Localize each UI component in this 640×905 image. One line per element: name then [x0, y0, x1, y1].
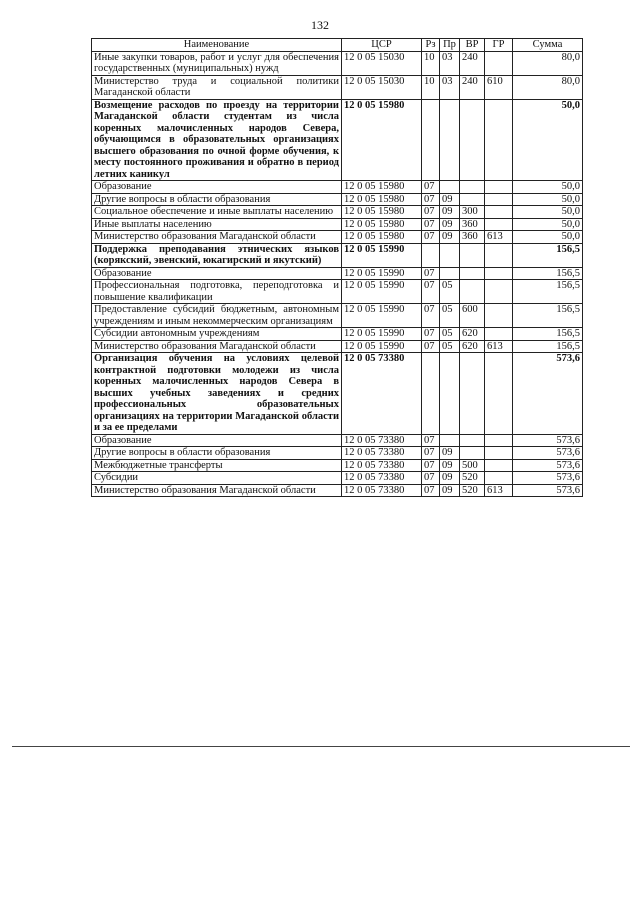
cell-vr: 620 [460, 328, 485, 341]
cell-rz [422, 353, 440, 435]
table-row [92, 99, 583, 181]
cell-csr: 12 0 05 73380 [342, 353, 422, 435]
cell-pr: 09 [440, 231, 460, 244]
header-name: Наименование [92, 39, 342, 52]
table-row [92, 304, 583, 328]
table-row [92, 280, 583, 304]
table-row [92, 231, 583, 244]
cell-gr [485, 280, 513, 304]
cell-sum: 156,5 [513, 304, 583, 328]
cell-name: Субсидии автономным учреждениям [92, 328, 342, 341]
cell-csr: 12 0 05 73380 [342, 484, 422, 497]
cell-gr [485, 243, 513, 267]
cell-vr: 360 [460, 231, 485, 244]
cell-rz: 07 [422, 304, 440, 328]
cell-name: Министерство образования Магаданской области [92, 484, 342, 497]
table-header [92, 39, 583, 52]
cell-rz: 07 [422, 231, 440, 244]
cell-pr: 05 [440, 328, 460, 341]
cell-csr: 12 0 05 15990 [342, 340, 422, 353]
cell-sum: 573,6 [513, 434, 583, 447]
table-row [92, 267, 583, 280]
cell-gr [485, 447, 513, 460]
cell-gr: 613 [485, 340, 513, 353]
table-body [92, 51, 583, 497]
cell-gr [485, 353, 513, 435]
cell-rz: 07 [422, 280, 440, 304]
table-row [92, 434, 583, 447]
cell-name: Образование [92, 267, 342, 280]
table-row [92, 181, 583, 194]
cell-name: Министерство труда и социальной политики Магаданской области [92, 75, 342, 99]
cell-pr [440, 181, 460, 194]
cell-pr [440, 243, 460, 267]
cell-gr [485, 472, 513, 485]
cell-pr: 03 [440, 75, 460, 99]
cell-sum: 573,6 [513, 484, 583, 497]
cell-pr: 03 [440, 51, 460, 75]
cell-gr: 610 [485, 75, 513, 99]
footer-divider [12, 746, 630, 747]
table-row [92, 353, 583, 435]
cell-sum: 156,5 [513, 267, 583, 280]
cell-sum: 156,5 [513, 340, 583, 353]
cell-vr: 520 [460, 484, 485, 497]
cell-pr: 09 [440, 218, 460, 231]
cell-pr: 09 [440, 459, 460, 472]
cell-name: Поддержка преподавания этнических языков (корякский, эвенский, юкагирский и якутский) [92, 243, 342, 267]
cell-vr: 240 [460, 51, 485, 75]
cell-vr [460, 280, 485, 304]
header-csr: ЦСР [342, 39, 422, 52]
cell-csr: 12 0 05 15980 [342, 193, 422, 206]
cell-name: Профессиональная подготовка, переподготовка и повышение квалификации [92, 280, 342, 304]
cell-csr: 12 0 05 15990 [342, 243, 422, 267]
cell-csr: 12 0 05 15990 [342, 267, 422, 280]
cell-name: Иные выплаты населению [92, 218, 342, 231]
cell-vr [460, 434, 485, 447]
cell-rz: 07 [422, 459, 440, 472]
cell-csr: 12 0 05 73380 [342, 434, 422, 447]
cell-sum: 156,5 [513, 280, 583, 304]
cell-pr [440, 353, 460, 435]
cell-vr [460, 181, 485, 194]
cell-rz: 07 [422, 472, 440, 485]
cell-sum: 573,6 [513, 447, 583, 460]
cell-gr [485, 434, 513, 447]
cell-vr [460, 353, 485, 435]
table-row [92, 484, 583, 497]
cell-pr: 09 [440, 484, 460, 497]
table-row [92, 75, 583, 99]
header-vr: ВР [460, 39, 485, 52]
cell-rz: 07 [422, 434, 440, 447]
cell-pr: 09 [440, 193, 460, 206]
cell-vr: 620 [460, 340, 485, 353]
cell-pr [440, 434, 460, 447]
cell-gr [485, 193, 513, 206]
cell-gr [485, 181, 513, 194]
cell-name: Иные закупки товаров, работ и услуг для обеспечения государственных (муниципальных) нужд [92, 51, 342, 75]
cell-rz: 07 [422, 267, 440, 280]
cell-name: Межбюджетные трансферты [92, 459, 342, 472]
table-row [92, 206, 583, 219]
cell-pr: 09 [440, 447, 460, 460]
cell-name: Образование [92, 181, 342, 194]
cell-rz: 07 [422, 328, 440, 341]
cell-gr [485, 206, 513, 219]
cell-vr: 240 [460, 75, 485, 99]
cell-csr: 12 0 05 15990 [342, 304, 422, 328]
cell-sum: 573,6 [513, 353, 583, 435]
cell-sum: 50,0 [513, 218, 583, 231]
header-sum: Сумма [513, 39, 583, 52]
cell-name: Субсидии [92, 472, 342, 485]
cell-gr [485, 304, 513, 328]
header-gr: ГР [485, 39, 513, 52]
table-row [92, 193, 583, 206]
cell-vr: 600 [460, 304, 485, 328]
cell-gr: 613 [485, 484, 513, 497]
cell-vr [460, 193, 485, 206]
cell-vr: 500 [460, 459, 485, 472]
cell-sum: 573,6 [513, 472, 583, 485]
cell-pr [440, 267, 460, 280]
table-row [92, 447, 583, 460]
cell-name: Министерство образования Магаданской области [92, 231, 342, 244]
cell-sum: 50,0 [513, 193, 583, 206]
cell-rz: 07 [422, 447, 440, 460]
cell-sum: 50,0 [513, 231, 583, 244]
cell-sum: 156,5 [513, 328, 583, 341]
cell-pr: 05 [440, 304, 460, 328]
cell-vr: 520 [460, 472, 485, 485]
cell-sum: 573,6 [513, 459, 583, 472]
cell-rz: 07 [422, 193, 440, 206]
cell-gr: 613 [485, 231, 513, 244]
cell-rz: 10 [422, 51, 440, 75]
cell-csr: 12 0 05 15980 [342, 99, 422, 181]
cell-pr: 09 [440, 206, 460, 219]
cell-name: Другие вопросы в области образования [92, 193, 342, 206]
cell-gr [485, 99, 513, 181]
cell-rz: 07 [422, 340, 440, 353]
cell-csr: 12 0 05 15030 [342, 51, 422, 75]
cell-sum: 156,5 [513, 243, 583, 267]
cell-name: Другие вопросы в области образования [92, 447, 342, 460]
cell-name: Организация обучения на условиях целевой контрактной подготовки молодежи из числа коренных малочисленных народов Севера в высших учебных заведениях и средних профессиональных образовательных организациях на территории Магаданской области и за ее пределами [92, 353, 342, 435]
cell-rz: 07 [422, 206, 440, 219]
cell-csr: 12 0 05 15980 [342, 218, 422, 231]
cell-pr [440, 99, 460, 181]
cell-csr: 12 0 05 73380 [342, 447, 422, 460]
table-row [92, 328, 583, 341]
table-row [92, 243, 583, 267]
cell-name: Министерство образования Магаданской области [92, 340, 342, 353]
cell-name: Социальное обеспечение и иные выплаты населению [92, 206, 342, 219]
cell-vr [460, 447, 485, 460]
cell-rz [422, 243, 440, 267]
header-pr: Пр [440, 39, 460, 52]
budget-table [91, 38, 583, 497]
cell-sum: 80,0 [513, 51, 583, 75]
cell-gr [485, 218, 513, 231]
cell-csr: 12 0 05 15980 [342, 206, 422, 219]
cell-csr: 12 0 05 73380 [342, 472, 422, 485]
cell-csr: 12 0 05 15030 [342, 75, 422, 99]
cell-name: Предоставление субсидий бюджетным, автономным учреждениям и иным некоммерческим организациям [92, 304, 342, 328]
cell-pr: 05 [440, 280, 460, 304]
cell-vr: 360 [460, 218, 485, 231]
cell-rz [422, 99, 440, 181]
cell-name: Возмещение расходов по проезду на территории Магаданской области студентам из числа коренных малочисленных народов Севера, обучающимся в образовательных организациях высшего образования по очной форме обучения, к месту постоянного проживания и обратно в период летних каникул [92, 99, 342, 181]
cell-vr [460, 243, 485, 267]
cell-csr: 12 0 05 15980 [342, 231, 422, 244]
cell-gr [485, 328, 513, 341]
cell-csr: 12 0 05 15990 [342, 280, 422, 304]
cell-vr [460, 267, 485, 280]
table-row [92, 51, 583, 75]
cell-vr [460, 99, 485, 181]
cell-rz: 07 [422, 218, 440, 231]
cell-name: Образование [92, 434, 342, 447]
table-row [92, 218, 583, 231]
cell-csr: 12 0 05 73380 [342, 459, 422, 472]
cell-sum: 50,0 [513, 99, 583, 181]
cell-rz: 10 [422, 75, 440, 99]
cell-sum: 50,0 [513, 206, 583, 219]
cell-rz: 07 [422, 484, 440, 497]
cell-pr: 05 [440, 340, 460, 353]
cell-vr: 300 [460, 206, 485, 219]
cell-csr: 12 0 05 15980 [342, 181, 422, 194]
cell-gr [485, 459, 513, 472]
table-row [92, 340, 583, 353]
cell-rz: 07 [422, 181, 440, 194]
cell-gr [485, 267, 513, 280]
table-row [92, 459, 583, 472]
table-row [92, 472, 583, 485]
cell-gr [485, 51, 513, 75]
header-rz: Рз [422, 39, 440, 52]
cell-sum: 80,0 [513, 75, 583, 99]
cell-sum: 50,0 [513, 181, 583, 194]
cell-csr: 12 0 05 15990 [342, 328, 422, 341]
cell-pr: 09 [440, 472, 460, 485]
page-number: 132 [311, 18, 329, 32]
